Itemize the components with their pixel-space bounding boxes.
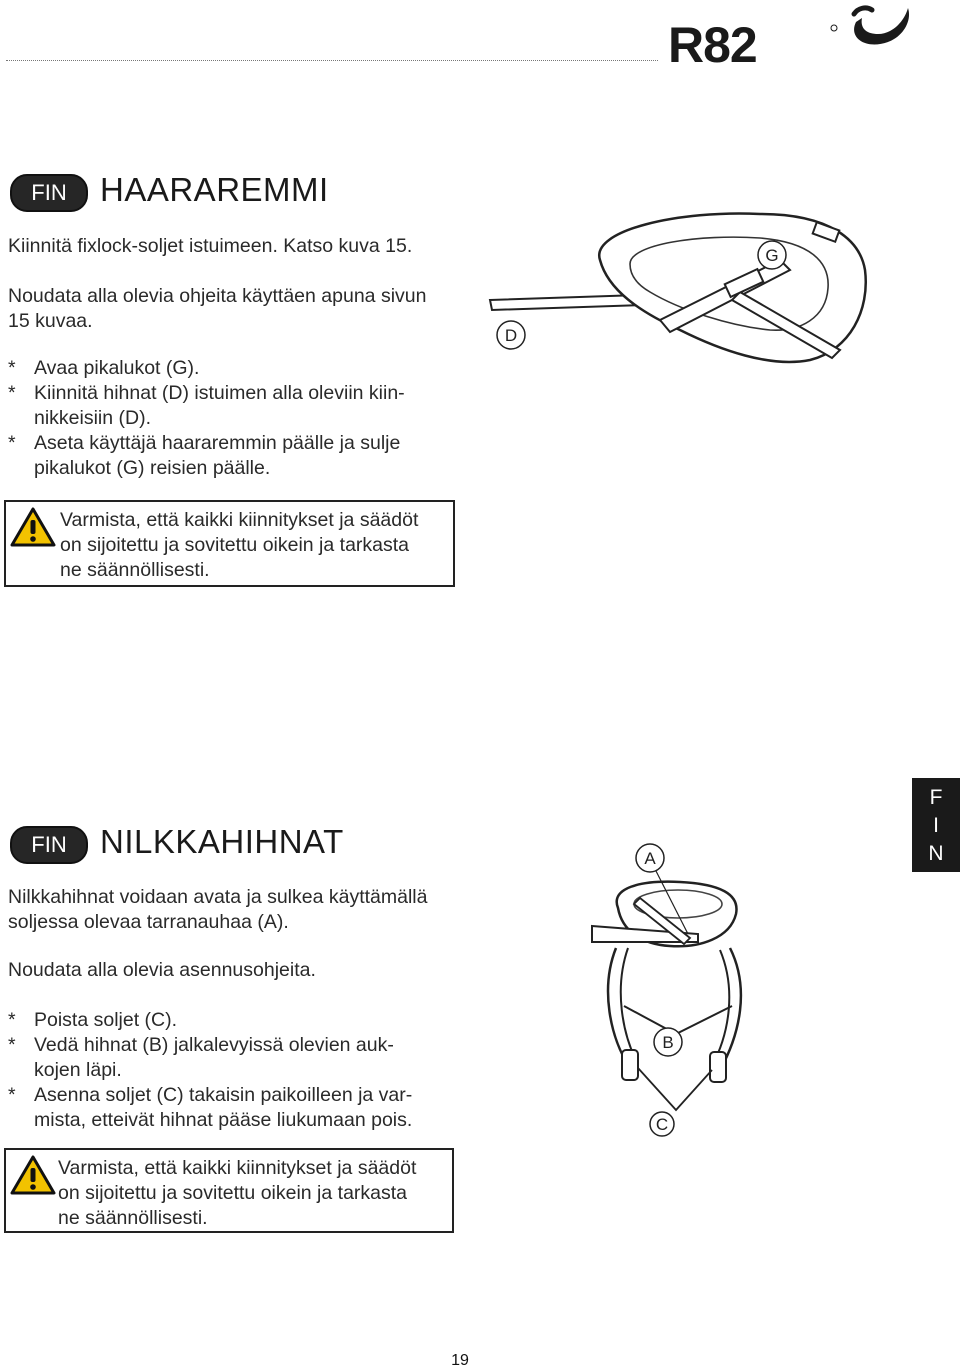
warning-line: Varmista, että kaikki kiinnitykset ja säädöt (60, 509, 419, 531)
r82-logo (666, 4, 916, 68)
svg-text:R82: R82 (668, 17, 757, 68)
paragraph-line: Noudata alla olevia ohjeita käyttäen apuna sivun (8, 285, 427, 307)
list-item-line: Vedä hihnat (B) jalkalevyissä olevien auk- (34, 1034, 394, 1056)
ankle-strap-illustration (580, 838, 780, 1138)
bullet-star: * (8, 382, 16, 404)
paragraph-line: 15 kuvaa. (8, 310, 93, 332)
paragraph-line: Nilkkahihnat voidaan avata ja sulkea käyttämällä (8, 886, 428, 908)
warning-line: ne säännöllisesti. (58, 1207, 208, 1229)
list-item-line: Asenna soljet (C) takaisin paikoilleen ja var- (34, 1084, 413, 1106)
list-item (8, 1083, 448, 1133)
paragraph: Noudata alla olevia asennusohjeita. (8, 959, 316, 981)
list-item (8, 431, 448, 481)
warning-triangle-icon (10, 1154, 56, 1196)
list-item (8, 1008, 448, 1033)
side-tab-letter: F (929, 786, 943, 809)
bullet-star: * (8, 432, 16, 454)
instruction-list (8, 1008, 448, 1133)
section-title: HAARAREMMI (100, 171, 329, 208)
warning-text (58, 1156, 452, 1231)
figure-label-g: G (765, 246, 779, 265)
warning-line: Varmista, että kaikki kiinnitykset ja säädöt (58, 1157, 417, 1179)
list-item-line: nikkeisiin (D). (34, 407, 152, 429)
figure-label-d: D (504, 326, 518, 345)
header-dotted-rule (6, 60, 658, 61)
list-item-line: kojen läpi. (34, 1059, 122, 1081)
paragraph: Kiinnitä fixlock-soljet istuimeen. Katso kuva 15. (8, 235, 413, 257)
bullet-star: * (8, 1084, 16, 1106)
list-item (8, 356, 448, 381)
figure-label-a: A (644, 849, 656, 868)
list-item-line: Kiinnitä hihnat (D) istuimen alla oleviin kiin- (34, 382, 405, 404)
list-item-line: Poista soljet (C). (34, 1009, 178, 1031)
language-badge: FIN (10, 174, 88, 212)
bullet-star: * (8, 1034, 16, 1056)
list-item-line: pikalukot (G) reisien päälle. (34, 457, 271, 479)
instruction-list (8, 356, 448, 481)
warning-line: on sijoitettu ja sovitettu oikein ja tarkasta (60, 534, 410, 556)
warning-line: ne säännöllisesti. (60, 559, 210, 581)
warning-box (4, 1148, 454, 1233)
warning-triangle-icon (10, 506, 56, 548)
figure-label-c: C (655, 1115, 669, 1134)
bullet-star: * (8, 1009, 16, 1031)
side-tab-letter: I (933, 814, 939, 837)
language-badge: FIN (10, 826, 88, 864)
paragraph-line: soljessa olevaa tarranauhaa (A). (8, 911, 289, 933)
language-side-tab (912, 778, 960, 872)
side-tab-letter: N (928, 842, 944, 865)
page-number: 19 (451, 1352, 469, 1369)
bullet-star: * (8, 357, 16, 379)
list-item-line: mista, etteivät hihnat pääse liukumaan pois. (34, 1109, 413, 1131)
crotch-strap-illustration (480, 200, 890, 390)
paragraph (8, 885, 468, 935)
warning-line: on sijoitettu ja sovitettu oikein ja tarkasta (58, 1182, 408, 1204)
warning-box (4, 500, 455, 587)
figure-label-b: B (662, 1033, 674, 1052)
list-item-line: Aseta käyttäjä haararemmin päälle ja sulje (34, 432, 401, 454)
section-title: NILKKAHIHNAT (100, 823, 344, 860)
list-item (8, 381, 448, 431)
list-item (8, 1033, 448, 1083)
warning-text (60, 508, 454, 583)
list-item-line: Avaa pikalukot (G). (34, 357, 200, 379)
paragraph (8, 284, 468, 334)
